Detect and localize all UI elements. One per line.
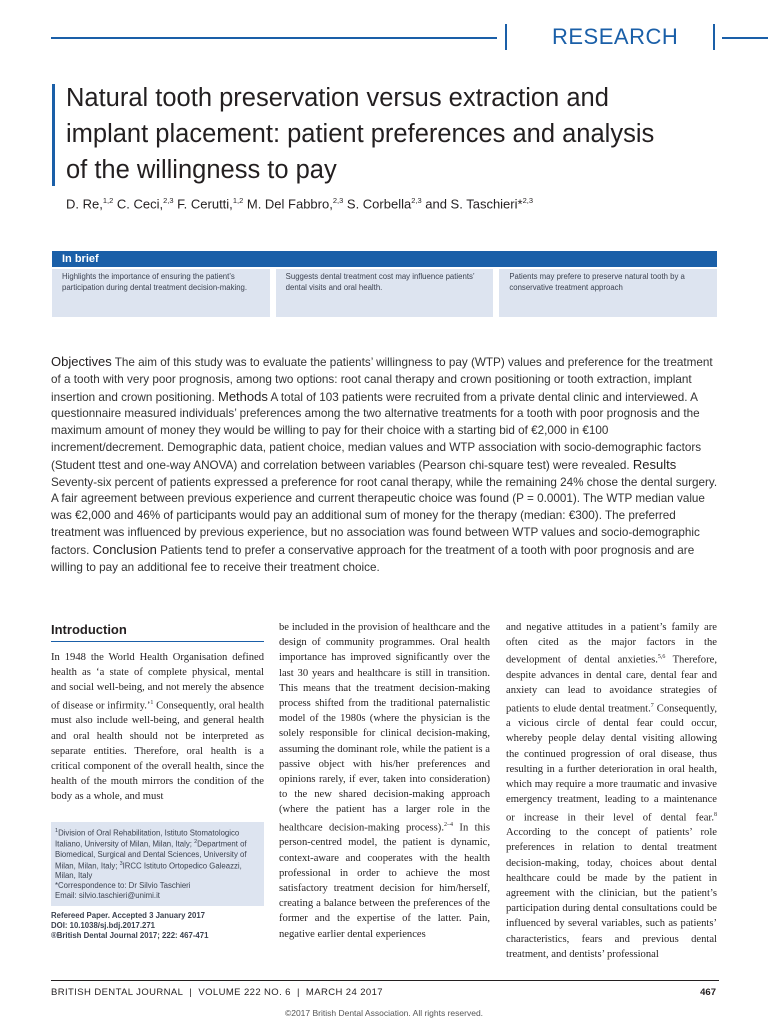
title-line: of the willingness to pay [66,156,337,184]
in-brief-box [52,251,717,317]
introduction-heading: Introduction [51,622,127,637]
header-rule-right [722,37,768,39]
issue-date: MARCH 24 2017 [305,987,383,998]
email-address[interactable]: Email: silvio.taschieri@unimi.it [55,890,160,900]
affiliation-marker: 1 [55,828,59,834]
author-name: and S. Taschieri* [421,196,523,212]
in-brief-heading: In brief [52,251,717,267]
author-affiliation: 2,3 [522,196,534,205]
header-divider-left [505,24,507,50]
section-label: RESEARCH [552,24,679,49]
article-title [66,80,726,188]
correspondence: *Correspondence to: Dr Silvio Taschieri [55,880,191,890]
citation-line: ®British Dental Journal 2017; 222: 467-471 [51,931,209,941]
abstract-methods-text: A total of 103 patients were recruited from a private dental clinic and interviewed. A questionnaire measured individuals’ preferences among the two alternative treatments for a tooth with poor prognosis and the maximum amount of money they would be willing to pay for their choice with a starting bid of €2,000 in €100 increment/decrement. Demographic data, patient choice, median values and WTP association with socio-demographic factors (Student ttest and one-way ANOVA) and correlation between variables (Pearson chi-square test) were revealed. [51,390,702,472]
abstract-results-label: Results [632,456,677,472]
copyright-notice: ©2017 British Dental Association. All rights reserved. [284,1008,484,1018]
author-affiliation: 1,2 [102,196,114,205]
affiliation-text: Division of Oral Rehabilitation, Istituto Stomatologico Italiano, University of Milan, Milan, Italy; [55,828,240,849]
affiliation-text: IRCC Istituto Ortopedico Galeazzi, Milan, Italy [55,861,242,880]
author-list [66,196,533,211]
footer-separator: | [189,987,193,998]
refereed-status: Refereed Paper. Accepted 3 January 2017 [51,911,205,920]
title-line: Natural tooth preservation versus extraction and [66,84,609,112]
in-brief-item: Patients may prefere to preserve natural tooth by a conservative treatment approach [499,269,717,317]
author-affiliation: 1,2 [232,196,244,205]
body-text: Consequently, a vicious circle of dental fear could occur, whereby people delay dental visiting allowing the continued progression of oral disease, thus resulting in a further deterioration in oral health, which may require a more traumatic and invasive emergency treatment, leading to a maintenance or increase in their level of dental fear. [506,703,717,824]
author-name: S. Corbella [343,196,412,212]
abstract-conclusion-label: Conclusion [92,541,157,557]
in-brief-item: Highlights the importance of ensuring the patient’s participation during dental treatment decision-making. [52,269,270,317]
abstract [51,354,723,576]
body-text: and negative attitudes in a patient’s family are often cited as the major factors in the development of dental anxieties. [506,622,717,666]
body-text: Consequently, oral health must also include well-being, and general health and oral health should not be interpreted as separate entities. Therefore, oral health is a critical component of the overall health, since the health of the mouth mirrors the condition of the body as a whole, and must [51,700,264,803]
page-number: 467 [700,987,716,998]
affiliation-text: Department of Biomedical, Surgical and Dental Sciences, University of Milan, Milan, Italy; [55,839,247,871]
citation: 7 [650,702,654,709]
abstract-objectives-label: Objectives [51,354,112,369]
citation: 5,6 [657,654,666,661]
abstract-conclusion-text: Patients tend to prefer a conservative approach for the treatment of a tooth with poor prognosis and are willing to pay an additional fee to receive their treatment choice. [51,543,695,574]
affiliation-marker: 2 [194,839,198,846]
citation: 8 [714,811,717,818]
reference-box [51,911,264,942]
abstract-methods-label: Methods [217,388,268,404]
citation: 2–4 [443,821,453,828]
affiliations-box [51,822,264,906]
in-brief-item: Suggests dental treatment cost may influence patients’ dental visits and oral health. [276,269,494,317]
footer-separator: | [296,987,300,998]
author-affiliation: 2,3 [332,196,344,205]
introduction-rule [51,641,264,642]
header-rule-left [51,37,497,39]
citation: 1 [150,699,154,706]
author-name: C. Ceci, [113,196,164,212]
author-affiliation: 2,3 [163,196,174,205]
footer-journal-info [51,987,383,998]
author-name: F. Cerutti, [173,196,233,212]
body-column-2 [279,620,490,942]
abstract-objectives-text: The aim of this study was to evaluate the patients’ willingness to pay (WTP) values and preference for the treatment of a tooth with very poor prognosis, among two options: root canal therapy and crown positioning or tooth extraction, implant insertion and crown positioning. [51,356,713,404]
in-brief-columns [52,269,717,317]
body-text: Therefore, despite advances in dental care, dental fear and anxiety can lead to avoidance strategies of patients to elude dental treatment. [506,654,717,715]
journal-name: BRITISH DENTAL JOURNAL [51,987,184,998]
body-column-3 [506,620,717,962]
author-name: D. Re, [66,196,103,212]
abstract-results-text: Seventy-six percent of patients expressed a preference for root canal therapy, while the remaining 24% chose the dental surgery. A fair agreement between previous experience and current therapeutic choice was found (P = 0.0001). The WTP median value was €2,000 and 46% of participants would pay an additional sum of money for the therapy (median: €300). The preferred treatment was influenced by previous experience, but no association was found between WTP values and socio-demographic factors. [51,475,718,557]
volume-issue: VOLUME 222 NO. 6 [198,987,291,998]
doi[interactable]: DOI: 10.1038/sj.bdj.2017.271 [51,921,156,931]
body-text: be included in the provision of healthcare and the design of community programmes. Oral health importance has improved significantly over the last 30 years and healthcare is still in transition. This means that the treatment decision-making process shifted from the traditional paternalistic model of the 1980s (where the physician is the solely responsible for clinical decision-making, assuming the dominant role, while the patient is a passive object with his/her preferences and opinions rarely, if ever, taken into consideration) to the new shared decision-making approach (where the patient has a larger role in the healthcare decision-making process). [279,622,490,834]
author-name: M. Del Fabbro, [243,196,333,212]
title-line: implant placement: patient preferences and analysis [66,120,655,148]
body-text: In this person-centred model, the patient is dynamic, context-aware and cooperates with the health professional in order to achieve the most satisfactory treatment decision for him/herself, creating a balance between the preferences of the former and the expertise of the latter. Pain, negative earlier dental experiences [279,822,490,940]
affiliation-marker: 3 [119,860,123,867]
body-text: In 1948 the World Health Organisation defined health as ‘a state of complete physical, mental and social well-being, and not merely the absence of disease or infirmity.’ [51,652,264,712]
body-text: According to the concept of patients’ role preferences in relation to dental treatment decision-making, today, choices about dental healthcare could be made by the patient in agreement with the clinician, but the patient’s participation during dental consultations could be influenced by several variables, such as patients’ characteristics, fears and previous dental treatment, and dentists’ professional [506,827,717,960]
title-accent-bar [52,84,55,186]
footer-rule [51,980,719,981]
header-divider-right [713,24,715,50]
body-column-1 [51,650,264,805]
author-affiliation: 2,3 [411,196,422,205]
